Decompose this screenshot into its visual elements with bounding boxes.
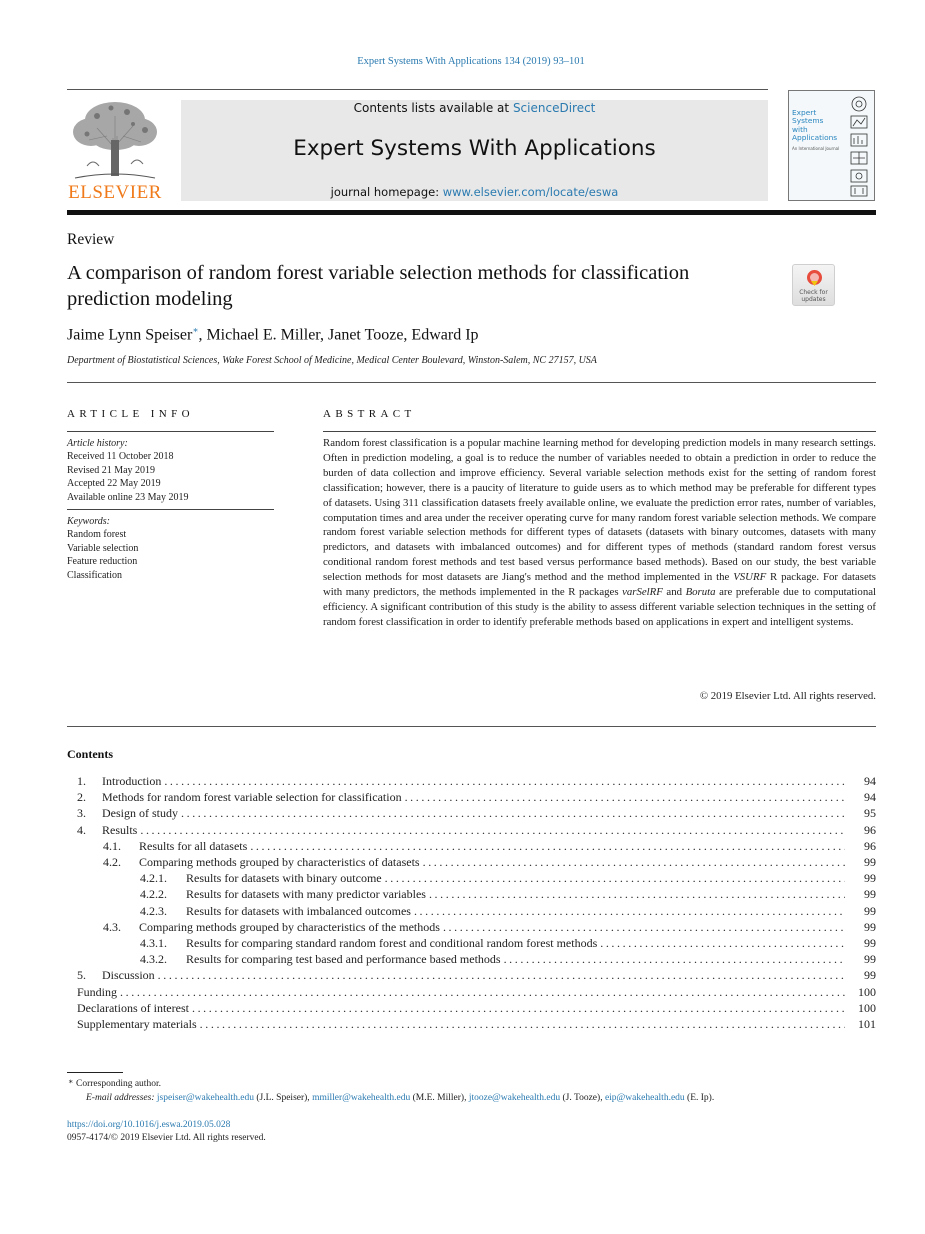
toc-leader-dots (140, 822, 845, 838)
toc-title[interactable]: Results for datasets with binary outcome (186, 871, 382, 886)
toc-entry (139, 919, 849, 935)
cover-icons (847, 94, 871, 198)
toc-page-number: 99 (864, 855, 876, 869)
toc-page-number: 99 (864, 919, 876, 934)
toc-row[interactable] (0, 805, 925, 821)
toc-entry (139, 854, 849, 870)
toc-row[interactable] (0, 967, 925, 983)
toc-leader-dots (423, 854, 845, 870)
toc-entry (102, 805, 849, 821)
toc-title[interactable]: Design of study (102, 806, 178, 821)
keyword: Random forest (67, 529, 127, 541)
history-online: Available online 23 May 2019 (67, 491, 189, 503)
toc-title[interactable]: Results for datasets with many predictor variables (186, 887, 426, 902)
journal-title: Expert Systems With Applications (293, 136, 656, 161)
toc-title[interactable]: Comparing methods grouped by characteristics of datasets (139, 855, 420, 869)
email-owner: (M.E. Miller), (410, 1093, 469, 1103)
author-list (67, 325, 479, 344)
check-updates-icon (806, 269, 823, 289)
issn-copyright: 0957-4174/© 2019 Elsevier Ltd. All rights reserved. (67, 1133, 266, 1143)
toc-number: 4.3.1. (140, 936, 167, 950)
toc-page-number: 100 (858, 984, 876, 999)
toc-row[interactable] (0, 903, 925, 919)
abstract-copyright: © 2019 Elsevier Ltd. All rights reserved. (699, 690, 876, 702)
package-varselrf: varSelRF (622, 586, 663, 599)
homepage-prefix: journal homepage: (330, 185, 443, 199)
toc-entry (77, 1000, 849, 1016)
toc-entry (77, 984, 849, 1000)
email-link[interactable]: eip@wakehealth.edu (604, 1093, 685, 1103)
toc-leader-dots (158, 967, 845, 983)
toc-title[interactable]: Declarations of interest (77, 1000, 189, 1015)
contents-available-line (181, 101, 768, 115)
toc-entry (186, 903, 849, 919)
toc-leader-dots (504, 951, 845, 967)
toc-number: 5. (77, 968, 86, 983)
toc-title[interactable]: Funding (77, 984, 118, 999)
toc-leader-dots (443, 919, 845, 935)
journal-homepage-line (181, 185, 768, 199)
footnote-rule (67, 1072, 123, 1073)
toc-number: 4.3.2. (140, 952, 167, 967)
toc-page-number: 99 (864, 903, 876, 918)
article-info-rule (67, 431, 274, 432)
check-for-updates-badge[interactable] (792, 264, 835, 306)
header-thick-rule (67, 210, 876, 215)
toc-entry (186, 935, 849, 951)
article-info-heading: ARTICLE INFO (67, 408, 194, 420)
keyword: Feature reduction (67, 556, 138, 568)
toc-title[interactable]: Discussion (102, 968, 155, 983)
toc-row[interactable] (0, 822, 925, 838)
toc-title[interactable]: Results for comparing standard random forest and conditional random forest methods (186, 936, 598, 950)
affiliation: Department of Biostatistical Sciences, Wake Forest School of Medicine, Medical Center Boulevard, Winston-Salem, NC 27157, USA (67, 355, 597, 366)
history-revised: Revised 21 May 2019 (67, 464, 156, 476)
toc-page-number: 101 (858, 1017, 876, 1031)
article-type: Review (67, 231, 115, 248)
keywords (67, 515, 138, 582)
history-accepted: Accepted 22 May 2019 (67, 478, 161, 490)
article-title: A comparison of random forest variable selection methods for classification prediction modeling (67, 262, 690, 310)
article-history (67, 437, 188, 504)
footnote-mark: ∗ (68, 1077, 74, 1086)
cover-subtitle: An International Journal (792, 146, 840, 151)
keyword: Classification (67, 569, 122, 581)
toc-row[interactable] (0, 919, 925, 935)
toc-page-number: 99 (864, 968, 876, 983)
journal-masthead (181, 100, 768, 201)
toc-leader-dots (200, 1016, 845, 1032)
toc-leader-dots (405, 789, 845, 805)
contents-rule (67, 726, 876, 727)
toc-leader-dots (120, 984, 845, 1000)
journal-cover-thumbnail[interactable] (788, 90, 875, 201)
toc-page-number: 100 (858, 1000, 876, 1015)
abstract-part: Random forest classification is a popular machine learning method for developing prediction models in many research settings. Often in prediction modeling, a goal is to reduce the number of variables needed to obtain a prediction in order to reduce the burden of data collection and improve efficiency. Several variable selection methods exist for the setting of random forest classification; however, there is a paucity of literature to guide users as to which method may be preferable for different types of datasets. Using 311 classification datasets freely available online, we evaluate the prediction error rates, number of variables, computation times and area under the receiver operating curve for many random forest variable selection methods. We compare random forest variable selection methods for different types of datasets (datasets with binary outcomes, datasets with many predictors, and datasets with imbalanced outcomes) and for different types of methods (standard random forest versus conditional random forest methods and test based versus performance based methods). Based on our study, the best variable selection methods for most datasets are Jiang's method and the method implemented in the (323, 437, 876, 584)
toc-title[interactable]: Comparing methods grouped by characteristics of the methods (139, 919, 440, 934)
toc-title[interactable]: Supplementary materials (77, 1017, 197, 1031)
abstract-body (323, 436, 876, 630)
toc-row[interactable] (0, 870, 925, 886)
running-head[interactable]: Expert Systems With Applications 134 (2019) 93–101 (357, 56, 585, 67)
toc-row[interactable] (0, 984, 925, 1000)
toc-entry (186, 886, 849, 902)
elsevier-tree-icon (67, 96, 163, 182)
toc-title[interactable]: Introduction (102, 774, 162, 788)
toc-entry (186, 870, 849, 886)
toc-title[interactable]: Results (102, 822, 138, 837)
toc-title[interactable]: Results for comparing test based and performance based methods (186, 952, 501, 967)
email-label: E-mail addresses: (86, 1093, 155, 1103)
toc-number: 4. (77, 822, 86, 837)
toc-row[interactable] (0, 773, 925, 789)
contents-heading: Contents (67, 747, 114, 761)
toc-leader-dots (414, 903, 845, 919)
top-rule (67, 89, 768, 90)
journal-homepage-link[interactable]: www.elsevier.com/locate/eswa (442, 185, 619, 199)
toc-number: 4.3. (103, 919, 121, 934)
abstract-part: and (662, 586, 686, 599)
toc-row[interactable] (0, 951, 925, 967)
email-link[interactable]: jspeiser@wakehealth.edu (156, 1093, 255, 1103)
toc-leader-dots (164, 773, 845, 789)
toc-entry (102, 789, 849, 805)
toc-title[interactable]: Results for datasets with imbalanced outcomes (186, 903, 411, 918)
toc-leader-dots (181, 805, 845, 821)
email-owner: (J.L. Speiser), (254, 1093, 313, 1103)
toc-number: 4.2. (103, 855, 121, 869)
section-rule (67, 382, 876, 383)
first-author: Jaime Lynn Speiser (67, 326, 193, 344)
toc-page-number: 96 (864, 822, 876, 837)
toc-entry (102, 967, 849, 983)
toc-page-number: 94 (864, 790, 876, 805)
elsevier-logo[interactable] (67, 96, 163, 202)
toc-number: 4.2.2. (140, 887, 167, 902)
toc-row[interactable] (0, 854, 925, 870)
toc-row[interactable] (0, 935, 925, 951)
toc-number: 1. (77, 774, 86, 788)
toc-page-number: 99 (864, 936, 876, 950)
other-authors: , Michael E. Miller, Janet Tooze, Edward Ip (198, 326, 479, 344)
toc-entry (77, 1016, 849, 1032)
keyword: Variable selection (67, 542, 139, 554)
toc-row[interactable] (0, 1016, 925, 1032)
toc-leader-dots (600, 935, 845, 951)
toc-page-number: 99 (864, 952, 876, 967)
toc-title[interactable]: Results for all datasets (139, 838, 248, 853)
toc-number: 3. (77, 806, 86, 821)
abstract-part: are preferable due to computational efficiency. A significant contribution of this study is the ability to assess different variable selection techniques in the setting of random forest classification in order to identify preferable methods based on applications in expert and intelligent systems. (323, 586, 877, 628)
toc-number: 4.2.1. (140, 871, 167, 886)
toc-row[interactable] (0, 1000, 925, 1016)
toc-page-number: 96 (864, 838, 876, 853)
toc-page-number: 99 (864, 871, 876, 886)
toc-row[interactable] (0, 789, 925, 805)
corresponding-author-mark[interactable]: ∗ (192, 325, 199, 335)
check-updates-label: Check for updates (799, 289, 828, 303)
keywords-rule (67, 509, 274, 510)
toc-entry (102, 822, 849, 838)
toc-leader-dots (429, 886, 845, 902)
corresponding-label: Corresponding author. (76, 1079, 161, 1089)
cover-title: Expert Systems with Applications (792, 108, 838, 143)
toc-title[interactable]: Methods for random forest variable selection for classification (102, 790, 402, 805)
package-vsurf: VSURF (733, 571, 767, 584)
toc-number: 4.2.3. (140, 903, 167, 918)
abstract-part: R package. For datasets with many predictors, the methods implemented in the R packages (323, 571, 876, 599)
history-label: Article history: (67, 438, 128, 449)
toc-page-number: 94 (864, 774, 876, 788)
toc-leader-dots (250, 838, 845, 854)
toc-page-number: 99 (864, 887, 876, 902)
email-owner: (J. Tooze), (560, 1093, 605, 1103)
corresponding-author-note (68, 1077, 161, 1089)
toc-entry (102, 773, 849, 789)
keywords-label: Keywords: (67, 516, 110, 527)
email-owner: (E. Ip). (684, 1093, 715, 1103)
toc-row[interactable] (0, 886, 925, 902)
toc-number: 2. (77, 790, 86, 805)
toc-leader-dots (385, 870, 845, 886)
email-link[interactable]: mmiller@wakehealth.edu (312, 1093, 411, 1103)
package-boruta: Boruta (685, 586, 716, 599)
abstract-rule (323, 431, 876, 432)
sciencedirect-link[interactable]: ScienceDirect (512, 101, 596, 115)
toc-number: 4.1. (103, 838, 121, 853)
email-link[interactable]: jtooze@wakehealth.edu (468, 1093, 561, 1103)
toc-entry (139, 838, 849, 854)
abstract-heading: ABSTRACT (323, 408, 416, 420)
history-received: Received 11 October 2018 (67, 451, 174, 463)
doi-link[interactable]: https://doi.org/10.1016/j.eswa.2019.05.028 (67, 1120, 231, 1130)
toc-row[interactable] (0, 838, 925, 854)
toc-entry (186, 951, 849, 967)
elsevier-wordmark: ELSEVIER (68, 182, 162, 203)
email-addresses (86, 1093, 714, 1103)
contents-prefix: Contents lists available at (353, 101, 513, 115)
toc-leader-dots (192, 1000, 845, 1016)
toc-page-number: 95 (864, 806, 876, 821)
